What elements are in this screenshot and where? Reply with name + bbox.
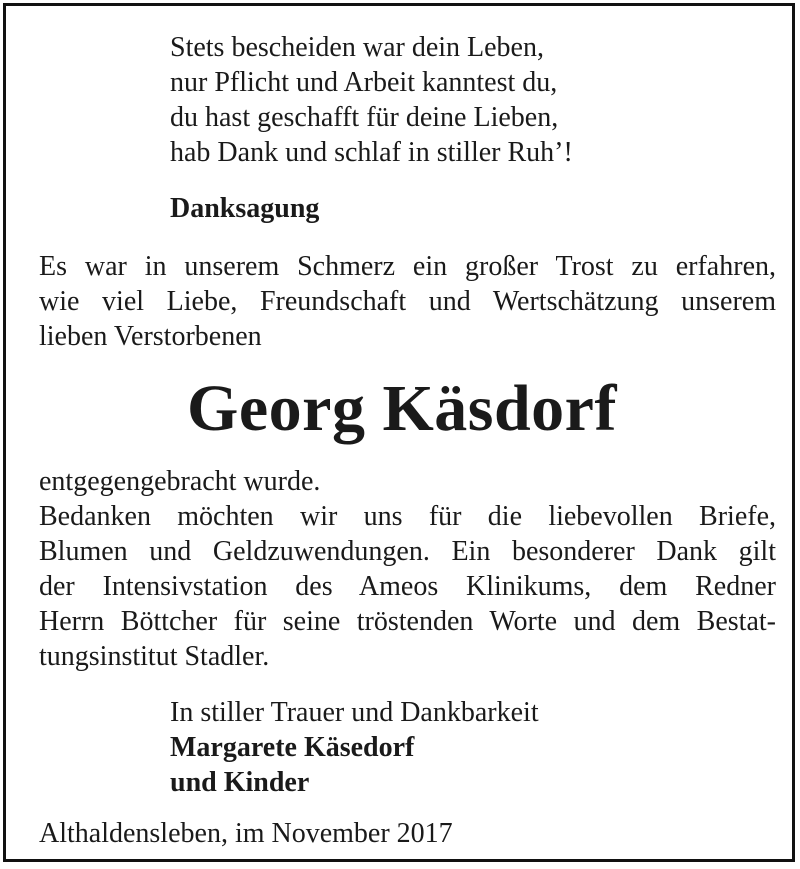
body-line: der Intensivstation des Ameos Klinikums, dem Redner: [39, 571, 776, 602]
body-line: Bedanken möchten wir uns für die liebevollen Briefe,: [39, 501, 776, 532]
closing-phrase: In stiller Trauer und Dankbarkeit: [170, 697, 539, 728]
verse-line: Stets bescheiden war dein Leben,: [170, 32, 544, 63]
body-line: tungsinstitut Stadler.: [39, 641, 270, 672]
signatory-name: Margarete Käsedorf: [170, 732, 415, 763]
deceased-name: Georg Käsdorf: [187, 372, 617, 445]
verse-line: du hast geschafft für deine Lieben,: [170, 102, 559, 133]
body-line: Blumen und Geldzuwendungen. Ein besonderer Dank gilt: [39, 536, 776, 567]
obituary-notice: [3, 3, 795, 862]
signatory-family: und Kinder: [170, 767, 310, 798]
intro-line: lieben Verstorbenen: [39, 321, 262, 352]
heading-danksagung: Danksagung: [170, 193, 320, 224]
verse-line: nur Pflicht und Arbeit kanntest du,: [170, 67, 558, 98]
body-line: Herrn Böttcher für seine tröstenden Worte und dem Bestat-: [39, 606, 776, 637]
intro-line: Es war in unserem Schmerz ein großer Trost zu erfahren,: [39, 251, 776, 282]
place-date: Althaldensleben, im November 2017: [39, 818, 453, 849]
intro-line: wie viel Liebe, Freundschaft und Wertschätzung unserem: [39, 286, 776, 317]
body-line: entgegengebracht wurde.: [39, 466, 321, 497]
verse-line: hab Dank und schlaf in stiller Ruh’!: [170, 137, 573, 168]
